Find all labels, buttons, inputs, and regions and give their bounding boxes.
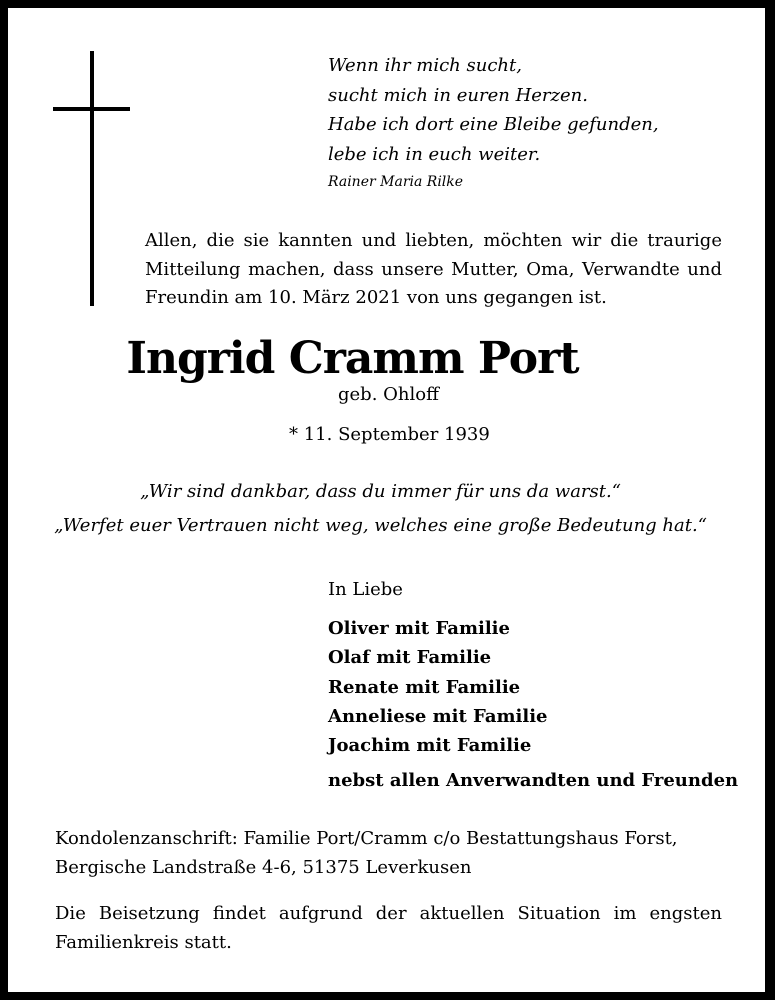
address-line: Kondolenzanschrift: Familie Port/Cramm c/o Bestattungshaus Forst, xyxy=(55,828,678,849)
poem-author: Rainer Maria Rilke xyxy=(328,174,464,190)
announcement-text: Allen, die sie kannten und liebten, möchten wir die traurige Mitteilung machen, dass unsere Mutter, Oma, Verwandte und Freundin am 10. März 2021 von uns gegangen ist. xyxy=(145,230,722,308)
cross-icon xyxy=(90,51,94,306)
poem-line: Habe ich dort eine Bleibe gefunden, xyxy=(328,114,659,135)
mourners-list xyxy=(328,614,548,760)
poem-line: sucht mich in euren Herzen. xyxy=(328,84,588,106)
cross-icon-bar xyxy=(53,107,130,111)
mourners-extended: nebst allen Anverwandten und Freunden xyxy=(328,770,739,791)
quote: „Wir sind dankbar, dass du immer für uns da warst.“ xyxy=(140,481,621,502)
list-item: Oliver mit Familie xyxy=(328,618,510,639)
deceased-name: Ingrid Cramm Port xyxy=(126,333,579,384)
obituary-notice xyxy=(8,8,765,992)
burial-note: Die Beisetzung findet aufgrund der aktuellen Situation im engsten Familienkreis statt. xyxy=(55,903,722,953)
list-item: Joachim mit Familie xyxy=(328,735,532,757)
condolence-address xyxy=(55,824,727,882)
list-item: Olaf mit Familie xyxy=(328,647,492,669)
list-item: Renate mit Familie xyxy=(328,676,521,698)
address-line: Bergische Landstraße 4-6, 51375 Leverkusen xyxy=(55,857,472,878)
poem xyxy=(328,51,659,169)
poem-line: Wenn ihr mich sucht, xyxy=(328,55,522,76)
poem-line: lebe ich in euch weiter. xyxy=(328,143,541,165)
birth-date: * 11. September 1939 xyxy=(289,424,490,445)
list-item: Anneliese mit Familie xyxy=(328,705,548,727)
quote: „Werfet euer Vertrauen nicht weg, welches eine große Bedeutung hat.“ xyxy=(54,515,707,536)
mourners-heading: In Liebe xyxy=(328,579,403,600)
birth-name: geb. Ohloff xyxy=(338,384,439,405)
